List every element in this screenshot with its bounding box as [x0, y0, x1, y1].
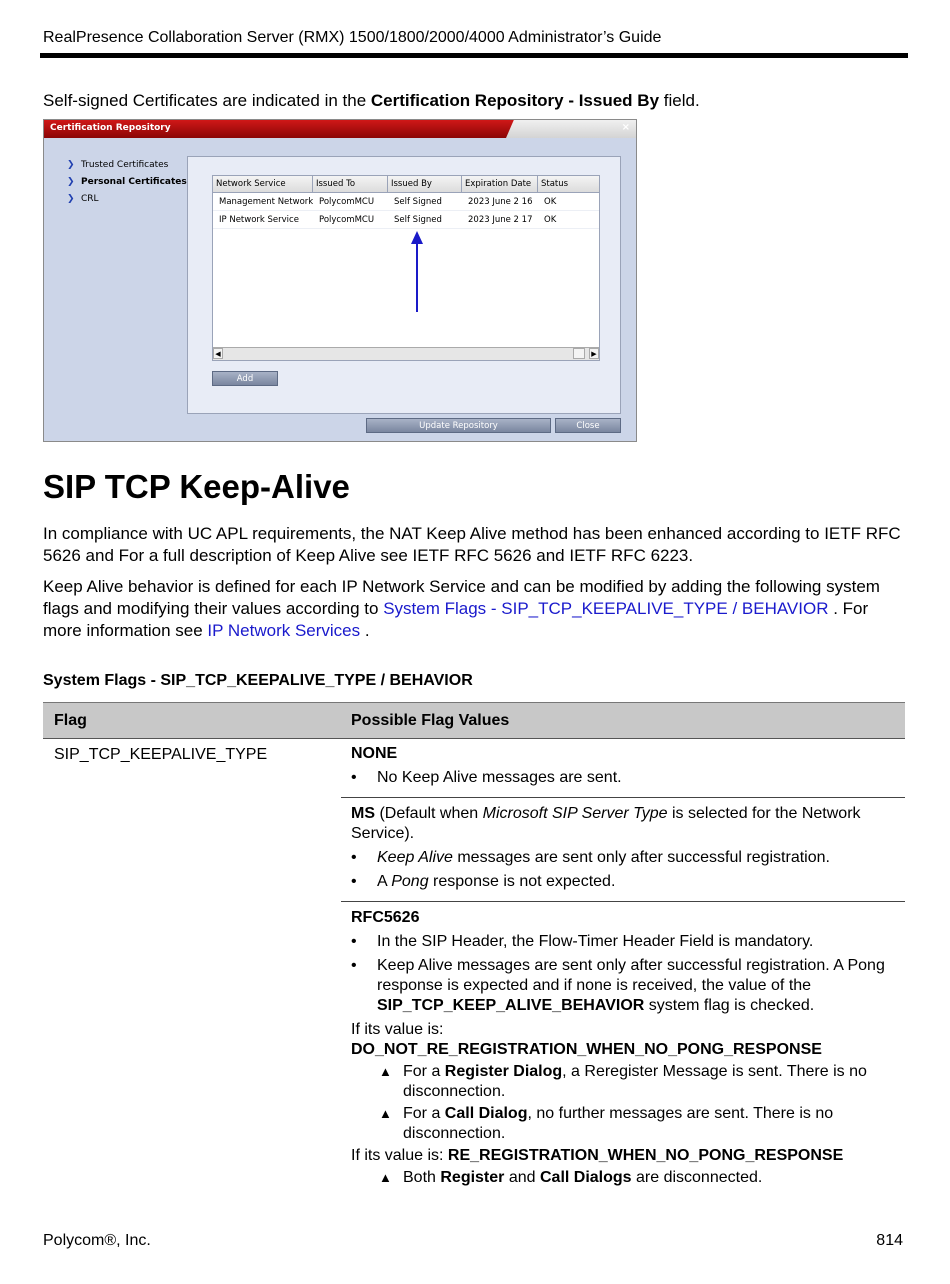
- close-icon[interactable]: ×: [621, 122, 630, 133]
- behavior-paragraph: Keep Alive behavior is defined for each IP Network Service and can be modified by adding the following system flags and modifying their values according to System Flags - SIP_TCP_KEEPALIVE_TYPE / BEHAVIOR . For more information see IP Network Services .: [43, 577, 880, 640]
- scroll-left-icon[interactable]: ◀: [213, 348, 223, 359]
- intro-paragraph: Self-signed Certificates are indicated in the Certification Repository - Issued By field.: [43, 91, 700, 110]
- page-number: 814: [876, 1232, 903, 1249]
- table-row[interactable]: IP Network Service PolycomMCU Self Signed 2023 June 2 17 OK: [213, 211, 599, 229]
- compliance-paragraph: In compliance with UC APL requirements, the NAT Keep Alive method has been enhanced according to IETF RFC 5626 and For a full description of Keep Alive see IETF RFC 5626 and IETF RFC 6223.: [43, 524, 901, 565]
- ip-network-services-link[interactable]: IP Network Services: [207, 621, 361, 640]
- certificate-tree: [67, 156, 187, 207]
- flag-name: SIP_TCP_KEEPALIVE_TYPE: [54, 746, 268, 763]
- column-issued-by[interactable]: Issued By: [388, 176, 462, 192]
- chevron-right-icon: ❯: [67, 193, 75, 204]
- dialog-title-bar: [44, 120, 636, 138]
- flag-values-column: [341, 738, 905, 1194]
- tree-item-trusted[interactable]: ❯ Trusted Certificates: [67, 159, 169, 170]
- column-status[interactable]: Status: [541, 179, 569, 189]
- header-flag: Flag: [54, 712, 87, 729]
- tree-item-crl[interactable]: ❯ CRL: [67, 193, 99, 204]
- running-header: RealPresence Collaboration Server (RMX) 1500/1800/2000/4000 Administrator’s Guide: [43, 29, 662, 46]
- value-none: NONE • No Keep Alive messages are sent.: [341, 738, 905, 797]
- chevron-right-icon: ❯: [67, 176, 75, 187]
- tree-item-personal[interactable]: ❯ Personal Certificates: [67, 176, 187, 187]
- chevron-right-icon: ❯: [67, 159, 75, 170]
- table-header: [43, 702, 905, 739]
- scroll-thumb[interactable]: [573, 348, 585, 359]
- triangle-bullet-icon: ▲: [379, 1106, 392, 1121]
- certification-repository-dialog: [43, 119, 637, 442]
- triangle-bullet-icon: ▲: [379, 1064, 392, 1079]
- table-row[interactable]: Management Network PolycomMCU Self Signed 2023 June 2 16 OK: [213, 193, 599, 211]
- horizontal-scrollbar[interactable]: [213, 347, 599, 360]
- footer-company: Polycom®, Inc.: [43, 1232, 151, 1249]
- add-button[interactable]: Add: [212, 371, 278, 386]
- update-repository-button[interactable]: Update Repository: [366, 418, 551, 433]
- scroll-right-icon[interactable]: ▶: [589, 348, 599, 359]
- system-flags-table: [43, 702, 905, 1186]
- header-rule: [40, 53, 908, 58]
- header-values: Possible Flag Values: [351, 712, 510, 729]
- column-expiration-date[interactable]: Expiration Date: [462, 176, 538, 192]
- dialog-title: Certification Repository: [50, 123, 171, 133]
- value-rfc5626: RFC5626 • In the SIP Header, the Flow-Timer Header Field is mandatory. • Keep Alive messages are sent only after successful registration. A Pong response is expected and if none is received, the value of the SIP_TCP_KEEP_ALIVE_BEHAVIOR system flag is checked. If its value is: DO_NOT_RE_REGISTRATION_WHEN_NO_PONG_RESPONSE ▲ For a Register Dialog, a Reregister Message is sent. There is no disconnection. ▲ For a Call Dialog, no further messages are sent. There is no disconnection. If its value is: RE_REGISTRATION_WHEN_NO_PONG_RESPONSE ▲ Both Register and Call Dialogs are disconnected.: [341, 902, 905, 1194]
- certificate-panel: [187, 156, 621, 414]
- certificate-grid: [212, 175, 600, 361]
- column-issued-to[interactable]: Issued To: [313, 176, 388, 192]
- value-ms: MS (Default when Microsoft SIP Server Type is selected for the Network Service). • Keep Alive messages are sent only after successful registration. • A Pong response is not expected.: [341, 798, 905, 901]
- column-network-service[interactable]: Network Service: [213, 176, 313, 192]
- issued-by-arrow-icon: [213, 176, 601, 362]
- close-button[interactable]: Close: [555, 418, 621, 433]
- system-flags-link[interactable]: System Flags - SIP_TCP_KEEPALIVE_TYPE / BEHAVIOR: [383, 599, 829, 618]
- table-caption: System Flags - SIP_TCP_KEEPALIVE_TYPE / BEHAVIOR: [43, 672, 473, 689]
- triangle-bullet-icon: ▲: [379, 1170, 392, 1185]
- section-title: SIP TCP Keep-Alive: [43, 468, 350, 505]
